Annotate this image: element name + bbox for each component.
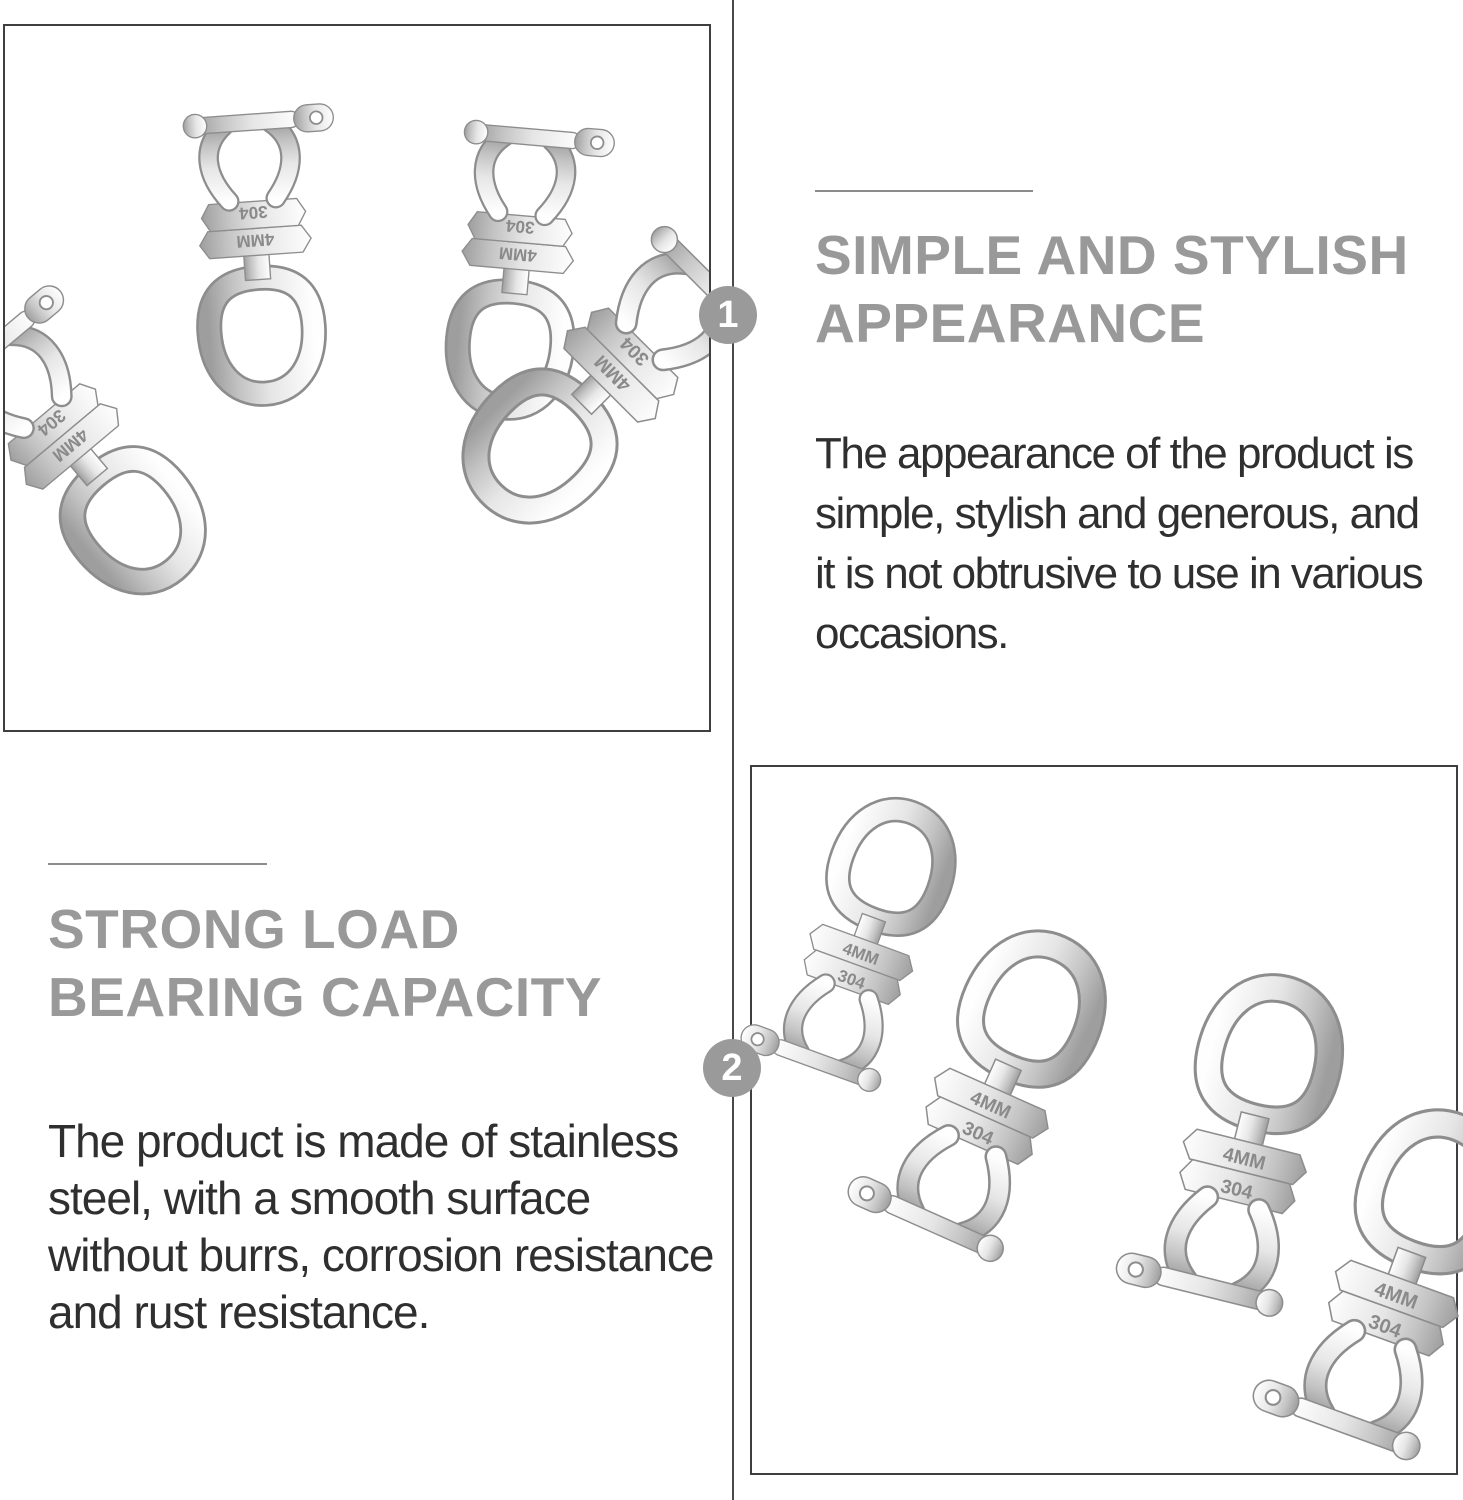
feature-2-rule xyxy=(48,863,267,865)
feature-2-description xyxy=(48,1113,714,1341)
product-photo-top-left xyxy=(3,24,711,732)
swivel-shackle-7 xyxy=(1113,966,1357,1321)
product-photo-bottom-right xyxy=(750,765,1458,1475)
feature-2-description-line-2: steel, with a smooth surface xyxy=(48,1172,591,1224)
feature-2-number-badge: 2 xyxy=(703,1039,761,1097)
swivel-shackle-5 xyxy=(737,784,971,1096)
feature-1-heading-line-2: APPEARANCE xyxy=(815,292,1206,354)
feature-2-heading-line-1: STRONG LOAD xyxy=(48,898,460,960)
feature-2-description-line-1: The product is made of stainless xyxy=(48,1115,679,1167)
feature-2-description-line-4: and rust resistance. xyxy=(48,1286,430,1338)
feature-1-heading xyxy=(815,221,1409,357)
shackle-photo-1: 4MM 304 xyxy=(5,26,709,730)
feature-1-description-line-3: it is not obtrusive to use in various xyxy=(815,549,1423,598)
feature-2-heading xyxy=(48,895,602,1031)
feature-2-heading-line-2: BEARING CAPACITY xyxy=(48,966,602,1028)
feature-1-heading-line-1: SIMPLE AND STYLISH xyxy=(815,224,1409,286)
shackle-photo-2 xyxy=(752,767,1456,1473)
swivel-shackle-8 xyxy=(1249,1093,1463,1466)
feature-2-description-line-3: without burrs, corrosion resistance xyxy=(48,1229,714,1281)
feature-1-description xyxy=(815,424,1422,664)
feature-1-description-line-1: The appearance of the product is xyxy=(815,429,1413,478)
feature-1-description-line-2: simple, stylish and generous, and xyxy=(815,489,1419,538)
feature-1-rule xyxy=(815,190,1033,192)
swivel-shackle-2 xyxy=(182,103,352,398)
feature-1-description-line-4: occasions. xyxy=(815,609,1008,658)
feature-1-number-badge: 1 xyxy=(699,286,757,344)
column-divider-line xyxy=(732,0,734,1500)
